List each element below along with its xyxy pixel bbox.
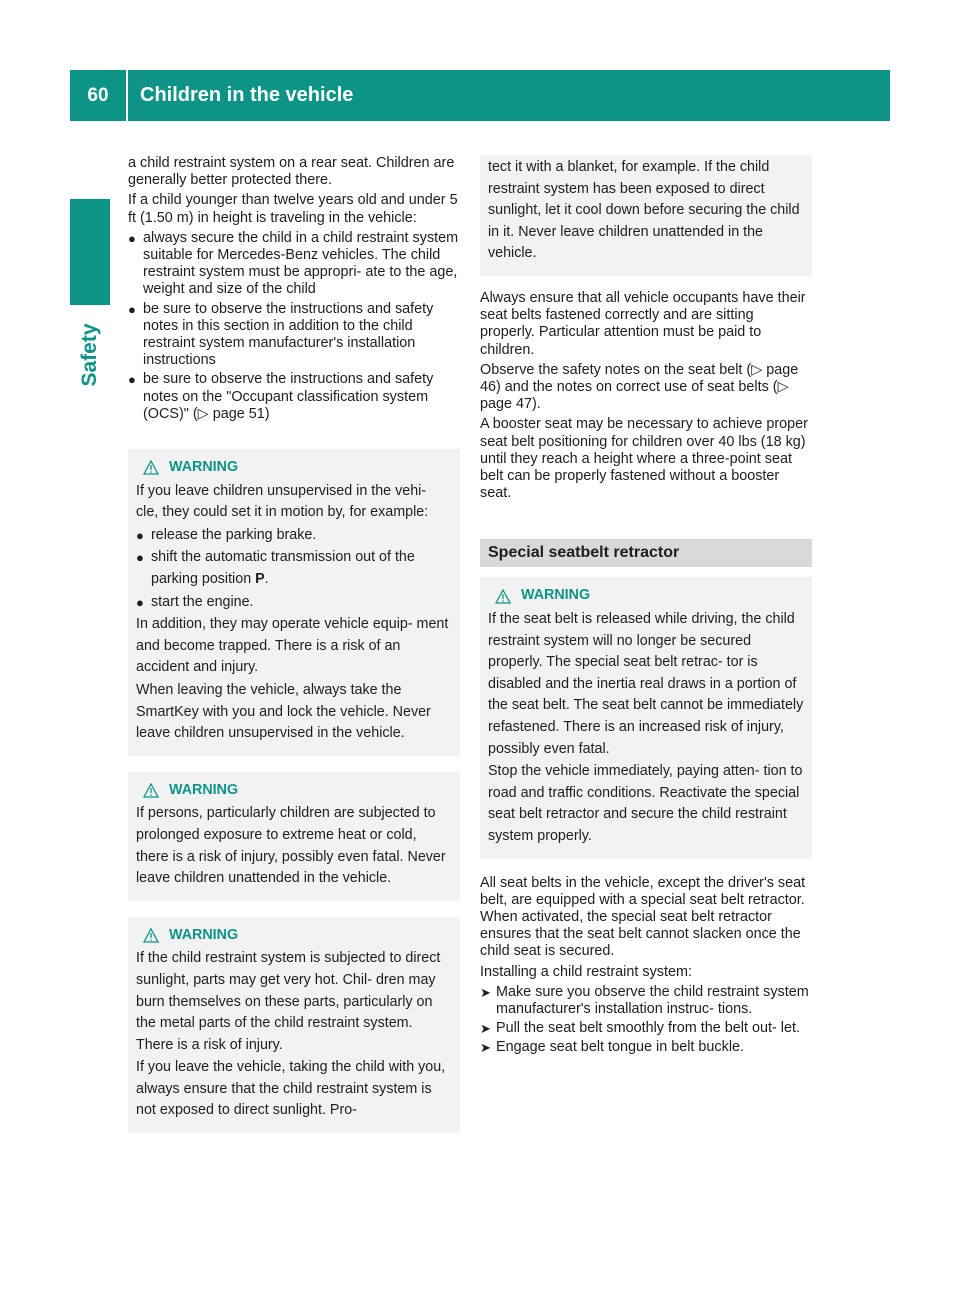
instruction-step: ➤ Engage seat belt tongue in belt buckle. — [480, 1039, 745, 1056]
header-divider — [126, 70, 128, 121]
page-ref-arrow-icon: ▷ — [197, 405, 209, 422]
warning-title: WARNING — [169, 459, 239, 476]
bullet-icon: ● — [128, 230, 136, 246]
side-tab-label: Safety — [78, 323, 101, 387]
warning-header — [136, 925, 452, 947]
paragraph: a child restraint system on a rear seat. Children are generally better protected there. — [128, 155, 455, 189]
side-tab-block — [70, 199, 110, 305]
right-column — [480, 155, 812, 1059]
warning-text: Stop the vehicle immediately, paying atten- tion to road and traffic conditions. Reactivate the special seat belt retractor and secure the child restraint system properly. — [488, 763, 803, 844]
step-arrow-icon: ➤ — [480, 984, 491, 1000]
page-number: 60 — [87, 85, 109, 106]
paragraph: Observe the safety notes on the seat belt (▷ page 46) and the notes on correct use of seat belts (▷ page 47). — [480, 361, 799, 413]
warning-icon — [143, 928, 159, 943]
list-item: ● be sure to observe the instructions and safety notes on the "Occupant classification system (OCS)" (▷ page 51) — [128, 371, 434, 422]
warning-title: WARNING — [169, 926, 239, 943]
section-heading: Special seatbelt retractor — [480, 539, 812, 567]
page-ref-link[interactable]: page 51) — [212, 405, 270, 422]
page-ref-arrow-icon: ▷ — [777, 378, 789, 395]
page-ref-arrow-icon: ▷ — [751, 361, 763, 378]
warning-title: WARNING — [521, 587, 591, 604]
page-ref-link[interactable]: page 46) and the notes on correct use of seat belts ( — [480, 361, 799, 395]
paragraph: If a child younger than twelve years old and under 5 ft (1.50 m) in height is traveling in the vehicle: — [128, 192, 458, 226]
paragraph: Installing a child restraint system: — [480, 963, 692, 980]
warning-box — [480, 577, 812, 858]
paragraph: All seat belts in the vehicle, except the driver's seat belt, are equipped with a special seat belt retractor. When activated, the special seat belt retractor ensures that the seat belt cannot slacken once the child seat is secured. — [480, 874, 806, 960]
warning-text: If you leave children unsupervised in the vehi- cle, they could set it in motion by, for example: — [136, 482, 429, 521]
page-ref-link[interactable]: page 47). — [480, 396, 541, 413]
page-title: Children in the vehicle — [140, 84, 354, 106]
step-arrow-icon: ➤ — [480, 1021, 491, 1037]
bullet-icon: ● — [136, 594, 144, 610]
list-item: ● start the engine. — [136, 592, 452, 614]
warning-text: When leaving the vehicle, always take the SmartKey with you and lock the vehicle. Never leave children unsupervised in the vehicle. — [136, 681, 431, 742]
bullet-icon: ● — [136, 550, 144, 566]
warning-header — [488, 585, 804, 607]
paragraph: Always ensure that all vehicle occupants have their seat belts fastened correctly and are sitting properly. Particular attention must be paid to children. — [480, 289, 806, 358]
warning-box-continued — [480, 155, 812, 276]
bullet-icon: ● — [128, 372, 136, 388]
bullet-icon: ● — [136, 527, 144, 543]
paragraph: A booster seat may be necessary to achieve proper seat belt positioning for children over 40 lbs (18 kg) until they reach a height where a three-point seat belt can be properly fastened without a booster seat. — [480, 416, 808, 502]
bullet-icon: ● — [128, 301, 136, 317]
warning-text: If the seat belt is released while driving, the child restraint system will no longer be secured properly. The special seat belt retrac- tor is disabled and the inertia real draws in a portion of the seat belt. The seat belt cannot be immediately refastened. There is an increased risk of injury, possibly even fatal. — [488, 611, 804, 757]
warning-text: tect it with a blanket, for example. If the child restraint system has been exposed to direct sunlight, let it cool down before securing the child in it. Never leave children unattended in the vehicle. — [488, 159, 800, 262]
warning-title: WARNING — [169, 781, 239, 798]
warning-text: If you leave the vehicle, taking the child with you, always ensure that the child restraint system is not exposed to direct sunlight. Pro- — [136, 1059, 446, 1119]
warning-text: In addition, they may operate vehicle equip- ment and become trapped. There is a risk of an accident and injury. — [136, 616, 449, 676]
warning-box — [128, 917, 460, 1133]
list-item: ● shift the automatic transmission out of the parking position P. — [136, 549, 415, 588]
left-column — [128, 155, 460, 1133]
warning-header — [136, 457, 452, 479]
warning-header — [136, 780, 452, 802]
list-item: ● be sure to observe the instructions and safety notes in this section in addition to the child restraint system manufacturer's installation instructions — [128, 300, 434, 369]
list-item: ● release the parking brake. — [136, 525, 452, 547]
instruction-step: ➤ Pull the seat belt smoothly from the belt out- let. — [480, 1020, 800, 1037]
warning-icon — [143, 460, 159, 475]
warning-box — [128, 449, 460, 756]
instruction-step: ➤ Make sure you observe the child restraint system manufacturer's installation instruc- tions. — [480, 983, 809, 1017]
warning-text: If the child restraint system is subjected to direct sunlight, parts may get very hot. Chil- dren may burn themselves on these parts, particularly on the metal parts of the child restraint system. There is a risk of injury. — [136, 950, 441, 1053]
warning-text: If persons, particularly children are subjected to prolonged exposure to extreme heat or cold, there is a risk of injury, possibly even fatal. Never leave children unattended in the vehicle. — [136, 805, 446, 887]
warning-icon — [495, 589, 511, 604]
warning-box — [128, 772, 460, 901]
list-item: ● always secure the child in a child restraint system suitable for Mercedes-Benz vehicles. The child restraint system must be appropri- ate to the age, weight and size of the child — [128, 229, 459, 298]
warning-icon — [143, 783, 159, 798]
side-tab — [70, 310, 110, 400]
step-arrow-icon: ➤ — [480, 1040, 491, 1056]
